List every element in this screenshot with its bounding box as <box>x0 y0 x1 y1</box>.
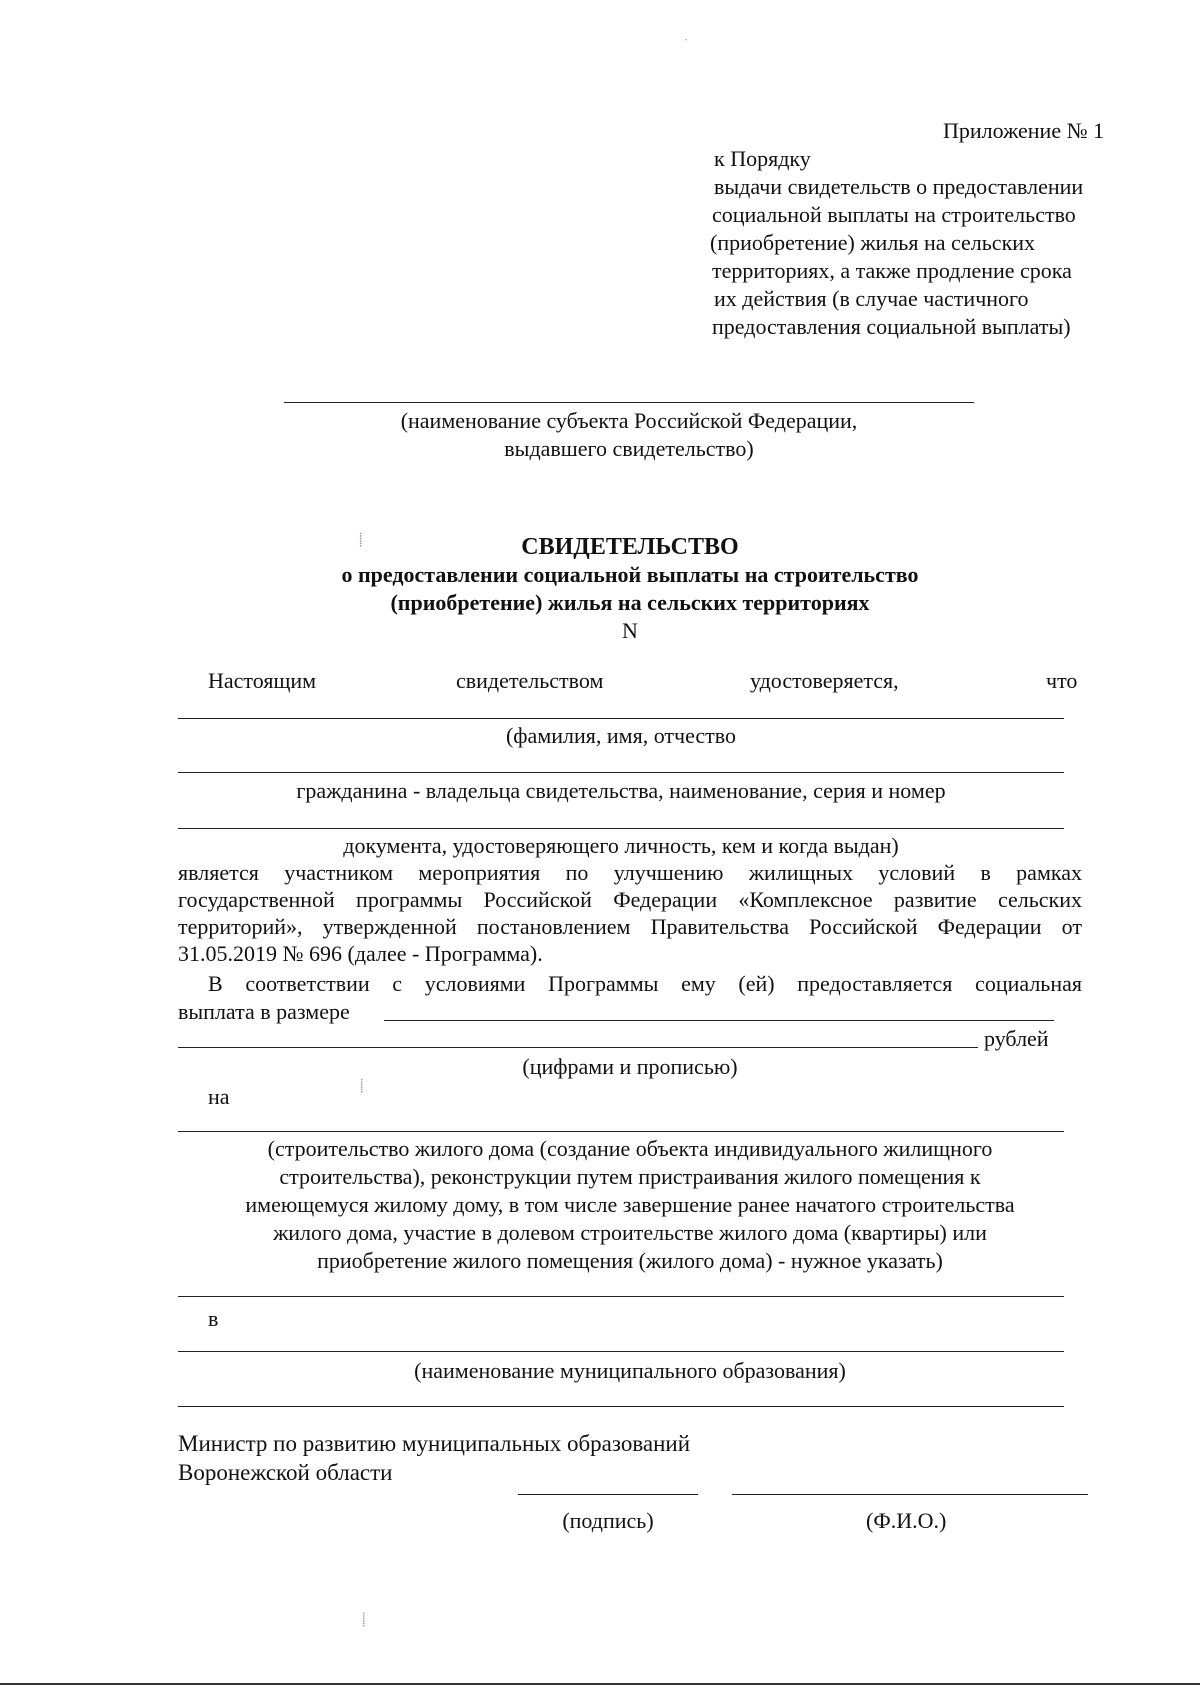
appendix-line: предоставления социальной выплаты) <box>712 314 1071 339</box>
recipient-document-line <box>178 828 1064 829</box>
recipient-name-line <box>178 718 1064 719</box>
signature-line <box>518 1494 698 1495</box>
scan-speck: ⸽ <box>360 1078 364 1093</box>
appendix-line: к Порядку <box>714 146 811 171</box>
caption-amount: (цифрами и прописью) <box>522 1054 738 1079</box>
scan-bottom-edge <box>0 1683 1200 1685</box>
issuer-name-line <box>284 402 974 403</box>
caption-citizen: гражданина - владельца свидетельства, наименование, серия и номер <box>296 778 946 803</box>
purpose-extra-line <box>178 1296 1064 1297</box>
participant-line: территорий», утвержденной постановлением Правительства Российской Федерации от <box>178 914 1082 939</box>
amount-blank-line2 <box>178 1047 978 1048</box>
purpose-caption-line: имеющемуся жилому дому, в том числе завершение ранее начатого строительства <box>245 1192 1015 1217</box>
intro-word: Настоящим <box>208 668 317 693</box>
amount-blank-line1 <box>384 1020 1054 1021</box>
certificate-subtitle-line1: о предоставлении социальной выплаты на строительство <box>341 562 919 587</box>
municipality-extra-line <box>178 1406 1064 1407</box>
certificate-number: N <box>622 618 638 643</box>
purpose-label: на <box>208 1084 230 1109</box>
scan-speck: ⸽ <box>359 532 363 547</box>
appendix-line: социальной выплаты на строительство <box>712 202 1076 227</box>
caption-name: (Ф.И.О.) <box>866 1508 947 1533</box>
intro-word: свидетельством <box>456 668 604 693</box>
name-line <box>732 1494 1088 1495</box>
purpose-caption-line: приобретение жилого помещения (жилого дома) - нужное указать) <box>317 1248 943 1273</box>
location-label: в <box>208 1306 219 1331</box>
caption-fio: (фамилия, имя, отчество <box>505 723 737 748</box>
intro-word: что <box>1046 668 1078 693</box>
currency-label: рублей <box>984 1026 1049 1051</box>
appendix-title: Приложение № 1 <box>943 118 1105 143</box>
scan-speck: · <box>684 32 689 47</box>
recipient-citizen-line <box>178 772 1064 773</box>
issuer-caption-line2: выдавшего свидетельство) <box>504 436 754 461</box>
purpose-blank-line <box>178 1131 1064 1132</box>
signatory-position-line1: Министр по развитию муниципальных образований <box>178 1431 691 1456</box>
certificate-subtitle-line2: (приобретение) жилья на сельских территориях <box>390 590 870 615</box>
certificate-title: СВИДЕТЕЛЬСТВО <box>521 534 739 560</box>
appendix-line: территориях, а также продление срока <box>712 258 1072 283</box>
caption-document: документа, удостоверяющего личность, кем и когда выдан) <box>343 833 899 858</box>
caption-signature: (подпись) <box>562 1508 654 1533</box>
purpose-caption-line: строительства), реконструкции путем пристраивания жилого помещения к <box>279 1164 981 1189</box>
appendix-line: выдачи свидетельств о предоставлении <box>714 174 1084 199</box>
appendix-line: (приобретение) жилья на сельских <box>710 230 1036 255</box>
participant-line: государственной программы Российской Федерации «Комплексное развитие сельских <box>178 887 1082 912</box>
amount-label: выплата в размере <box>178 999 350 1024</box>
purpose-caption-line: жилого дома, участие в долевом строительстве жилого дома (квартиры) или <box>273 1220 987 1245</box>
intro-word: удостоверяется, <box>750 668 899 693</box>
purpose-caption-line: (строительство жилого дома (создание объекта индивидуального жилищного <box>267 1136 993 1161</box>
participant-line: является участником мероприятия по улучшению жилищных условий в рамках <box>178 860 1082 885</box>
issuer-caption-line1: (наименование субъекта Российской Федерации, <box>400 408 858 433</box>
scan-speck: ⸽ <box>362 1612 366 1627</box>
signatory-position-line2: Воронежской области <box>178 1460 393 1485</box>
appendix-line: их действия (в случае частичного <box>714 286 1029 311</box>
caption-municipality: (наименование муниципального образования) <box>414 1358 846 1383</box>
participant-line-last: 31.05.2019 № 696 (далее - Программа). <box>178 941 543 966</box>
municipality-line <box>178 1351 1064 1352</box>
provision-line: В соответствии с условиями Программы ему (ей) предоставляется социальная <box>208 971 1082 996</box>
